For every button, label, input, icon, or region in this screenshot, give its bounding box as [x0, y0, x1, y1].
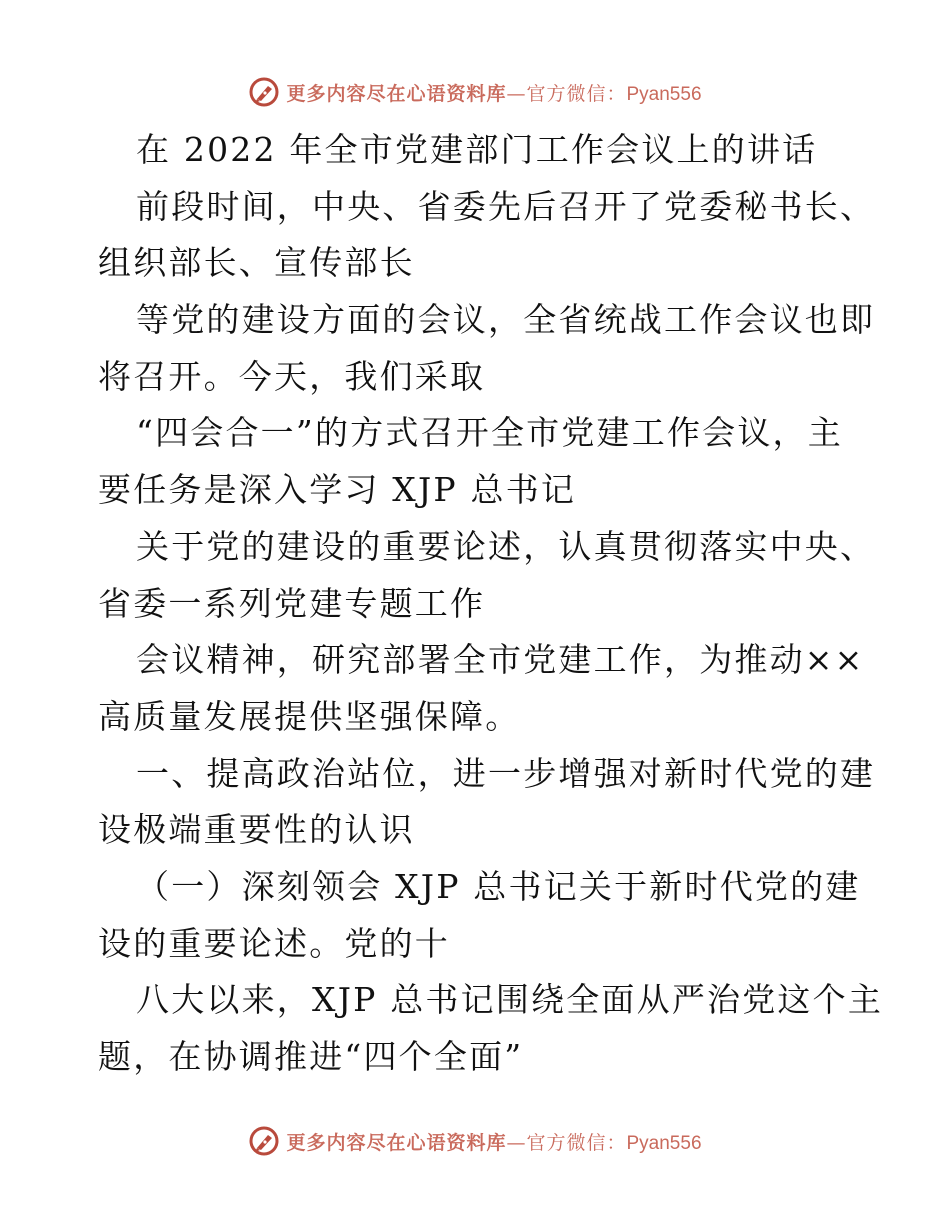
- paragraph-line: 将召开。今天，我们采取: [98, 356, 486, 396]
- paragraph-line: 题，在协调推进“四个全面”: [98, 1037, 524, 1076]
- header-watermark: [0, 72, 950, 112]
- watermark-main: 更多内容尽在心语资料库: [286, 82, 507, 105]
- paragraph-line: 设的重要论述。党的十: [98, 923, 450, 963]
- paragraph-line: 组织部长、宣传部长: [98, 243, 415, 283]
- watermark-account: Pyan556: [626, 83, 702, 105]
- watermark-sub: 官方微信：: [526, 82, 627, 105]
- paragraph-line: 高质量发展提供坚强保障。: [98, 696, 521, 736]
- watermark-sub: 官方微信：: [526, 1131, 627, 1154]
- watermark-separator: —: [506, 82, 527, 105]
- section-heading-line: 一、提高政治站位，进一步增强对新时代党的建: [136, 753, 876, 793]
- paragraph-line: 关于党的建设的重要论述，认真贯彻落实中央、: [136, 526, 876, 566]
- document-title: 在 2022 年全市党建部门工作会议上的讲话: [136, 130, 818, 169]
- paragraph-line: 前段时间，中央、省委先后召开了党委秘书长、: [136, 186, 876, 226]
- paragraph-line: “四会合一”的方式召开全市党建工作会议，主: [136, 413, 843, 453]
- watermark-text: [286, 1128, 701, 1155]
- watermark-account: Pyan556: [626, 1132, 702, 1154]
- watermark-separator: —: [506, 1131, 527, 1154]
- paragraph-line: 八大以来，XJP 总书记围绕全面从严治党这个主: [136, 980, 884, 1020]
- watermark-main: 更多内容尽在心语资料库: [286, 1131, 507, 1154]
- pen-nib-logo-icon: [248, 76, 280, 108]
- footer-watermark: [0, 1121, 950, 1161]
- paragraph-line: 等党的建设方面的会议，全省统战工作会议也即: [136, 300, 876, 340]
- paragraph-line: 会议精神，研究部署全市党建工作，为推动××: [136, 640, 865, 680]
- pen-nib-logo-icon: [248, 1125, 280, 1157]
- document-body: [98, 122, 884, 1086]
- subsection-heading-line: （一）深刻领会 XJP 总书记关于新时代党的建: [136, 866, 861, 906]
- section-heading-line: 设极端重要性的认识: [98, 810, 415, 850]
- watermark-text: [286, 79, 701, 106]
- paragraph-line: 要任务是深入学习 XJP 总书记: [98, 470, 577, 510]
- paragraph-line: 省委一系列党建专题工作: [98, 583, 486, 623]
